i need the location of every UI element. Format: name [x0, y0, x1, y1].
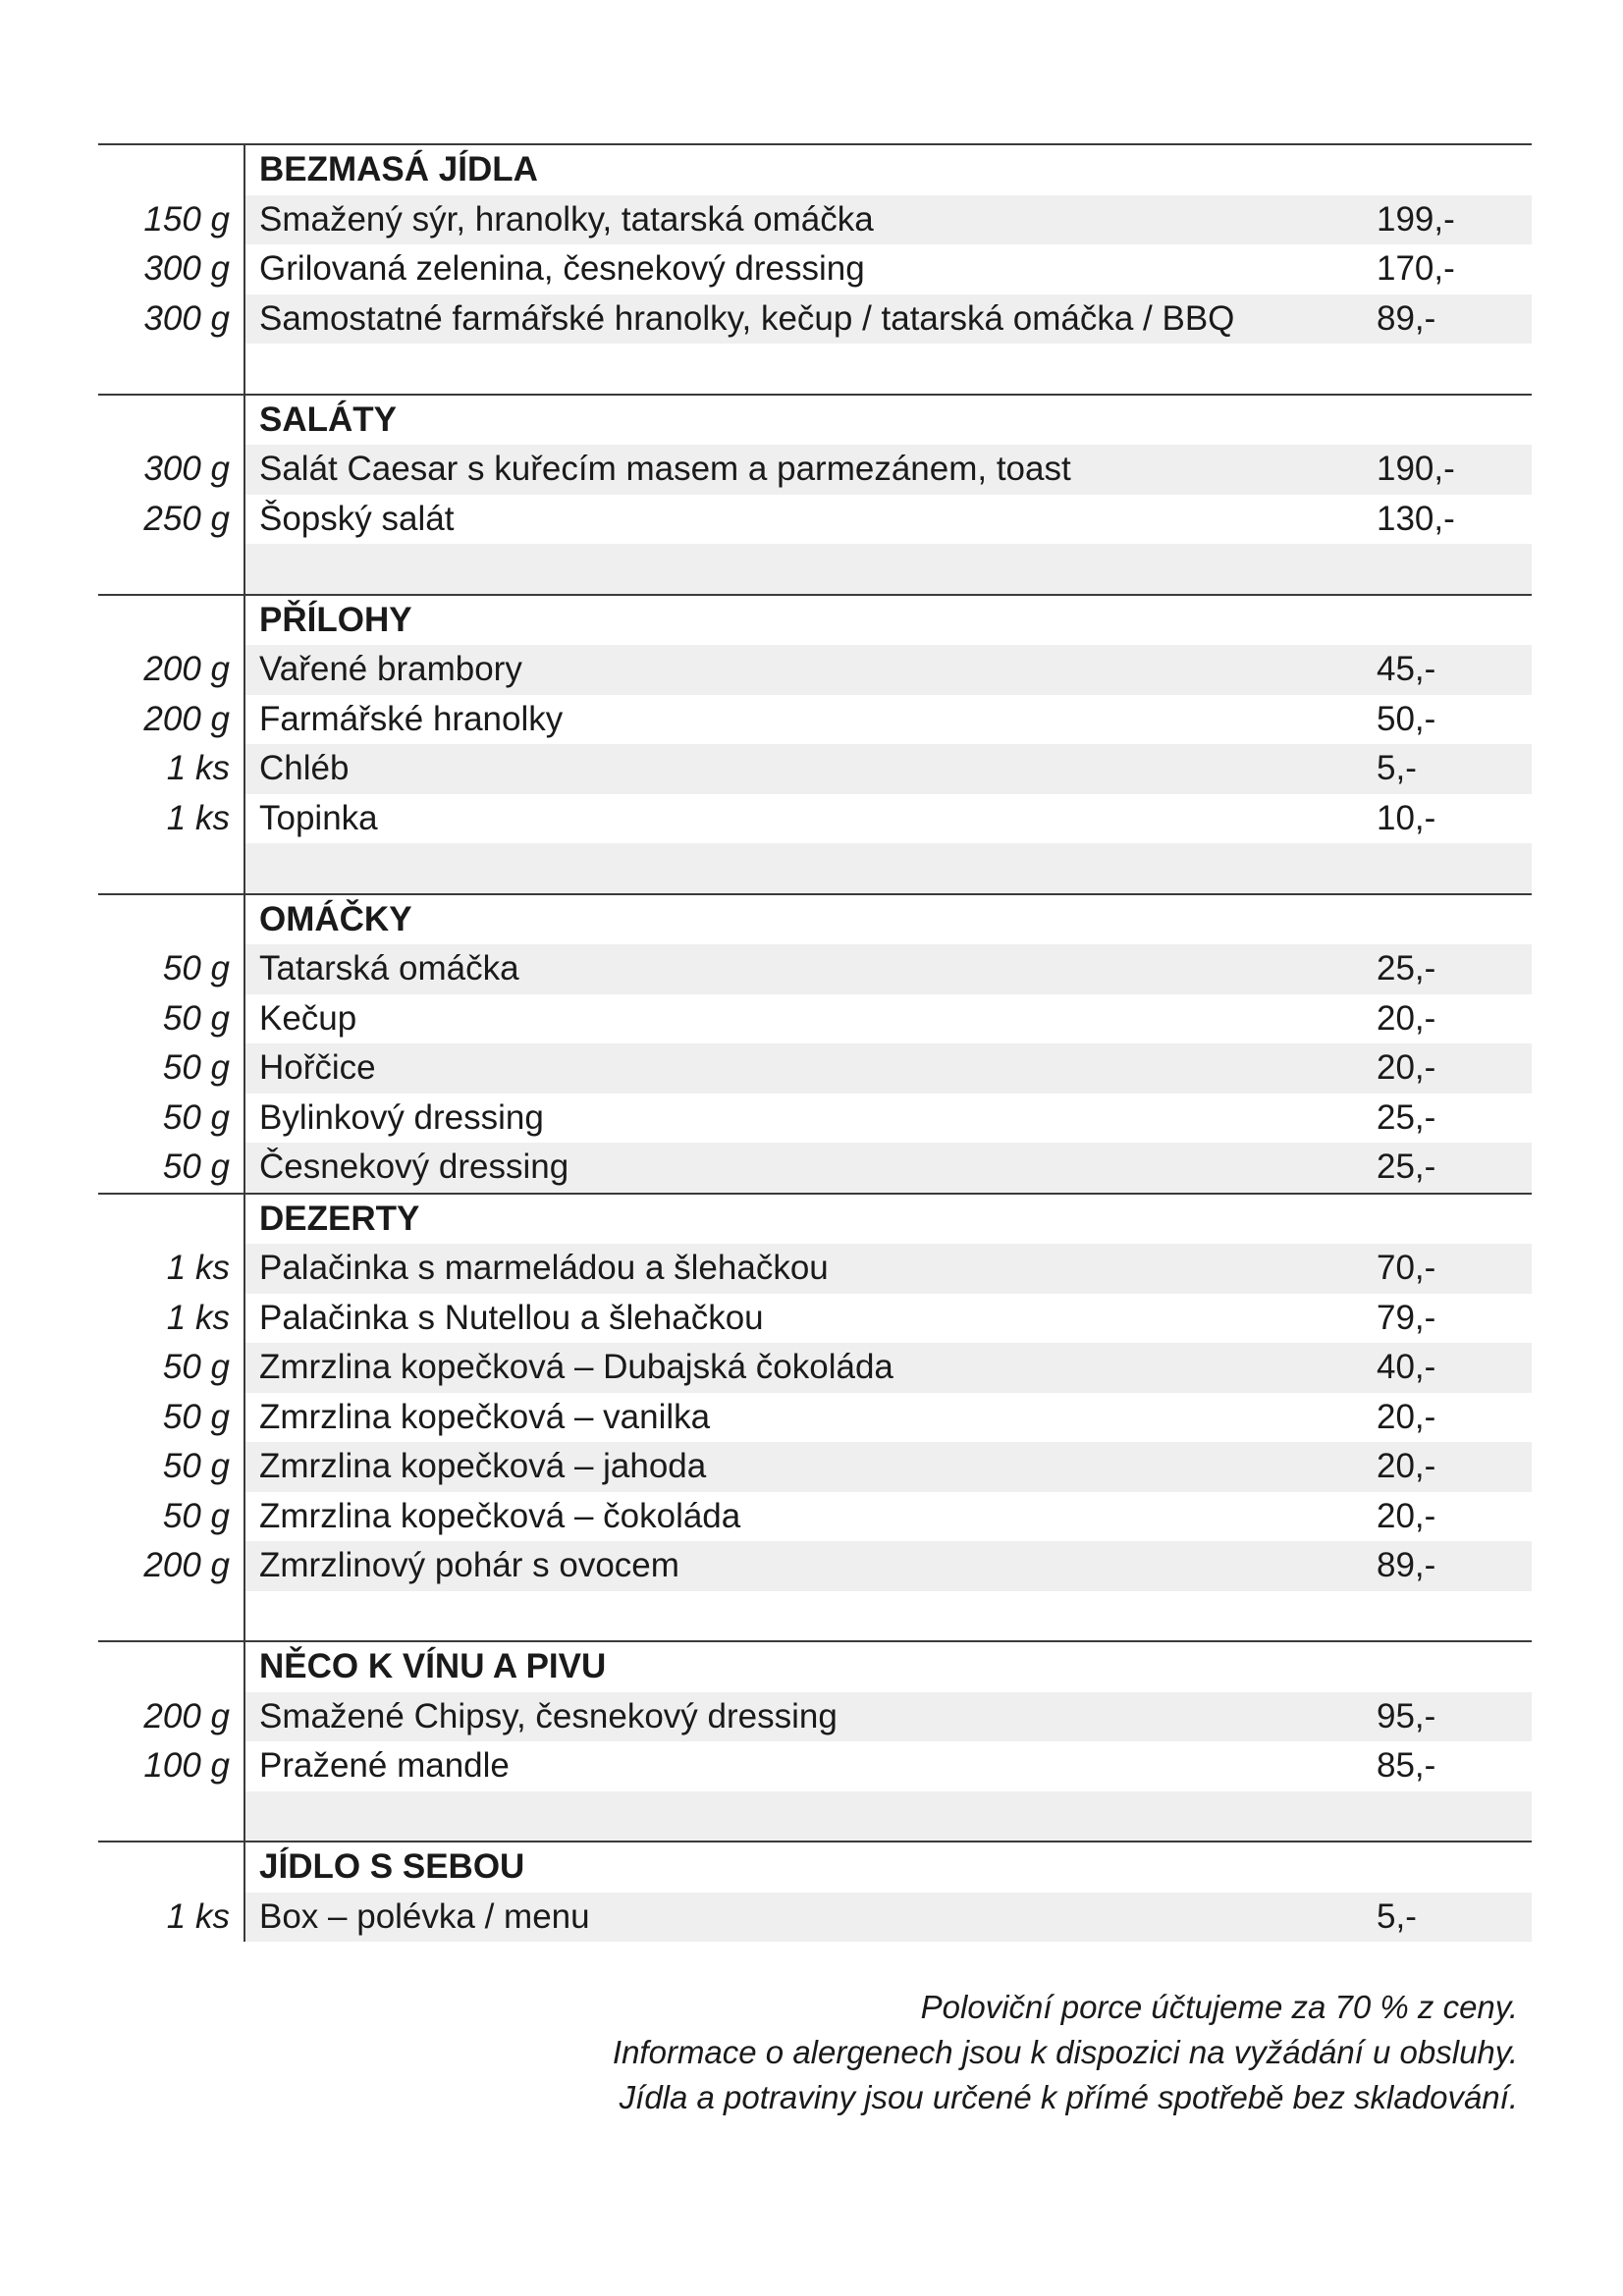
item-price: 25,- [1377, 949, 1436, 988]
item-cell [245, 895, 1532, 945]
item-cell [245, 1094, 1532, 1144]
item-name: Zmrzlina kopečková – jahoda [259, 1447, 707, 1486]
item-price: 95,- [1377, 1696, 1436, 1735]
spacer-row [98, 1591, 1532, 1641]
section-title: OMÁČKY [259, 899, 412, 938]
item-weight: 200 g [143, 1696, 230, 1735]
item-weight: 200 g [143, 650, 230, 689]
item-price: 190,- [1377, 450, 1455, 489]
item-cell [245, 1294, 1532, 1344]
menu-item-row [98, 1043, 1532, 1094]
item-weight: 50 g [162, 949, 230, 988]
item-cell [245, 1143, 1532, 1193]
item-name: Zmrzlina kopečková – Dubajská čokoláda [259, 1348, 893, 1387]
item-cell [245, 495, 1532, 545]
section-header-row [98, 1642, 1532, 1692]
item-price: 85,- [1377, 1746, 1436, 1786]
item-name: Topinka [259, 798, 378, 837]
item-weight: 50 g [162, 1148, 230, 1187]
menu-item-row [98, 1692, 1532, 1742]
item-price: 199,- [1377, 199, 1455, 239]
item-cell [245, 994, 1532, 1044]
item-cell [245, 695, 1532, 745]
item-weight: 300 g [143, 450, 230, 489]
menu-item-row [98, 1343, 1532, 1393]
item-name: Box – polévka / menu [259, 1896, 590, 1936]
menu-table [98, 143, 1532, 1942]
item-weight: 50 g [162, 1097, 230, 1137]
menu-item-row [98, 1741, 1532, 1791]
item-price: 20,- [1377, 1496, 1436, 1535]
item-cell [245, 396, 1532, 446]
menu-section [98, 594, 1532, 893]
item-price: 45,- [1377, 650, 1436, 689]
menu-item-row [98, 645, 1532, 695]
item-cell [245, 445, 1532, 495]
item-weight: 300 g [143, 298, 230, 338]
menu-item-row [98, 994, 1532, 1044]
section-title: NĚCO K VÍNU A PIVU [259, 1647, 607, 1686]
item-cell [245, 1244, 1532, 1294]
item-name: Salát Caesar s kuřecím masem a parmezánem, toast [259, 450, 1071, 489]
note-half-portion: Poloviční porce účtujeme za 70 % z ceny. [920, 1989, 1518, 2025]
spacer-row [98, 344, 1532, 394]
item-name: Pražené mandle [259, 1746, 510, 1786]
section-title: BEZMASÁ JÍDLA [259, 150, 538, 189]
item-cell [245, 1591, 1532, 1641]
item-name: Smažené Chipsy, česnekový dressing [259, 1696, 838, 1735]
spacer-row [98, 843, 1532, 893]
section-title: DEZERTY [259, 1199, 420, 1238]
spacer-row [98, 544, 1532, 594]
menu-item-row [98, 1244, 1532, 1294]
menu-section [98, 1841, 1532, 1942]
item-price: 20,- [1377, 1048, 1436, 1088]
section-header-row [98, 1842, 1532, 1893]
menu-section [98, 1193, 1532, 1641]
menu-item-row [98, 1492, 1532, 1542]
menu-notes [613, 1985, 1518, 2120]
menu-section [98, 143, 1532, 394]
item-cell [245, 1043, 1532, 1094]
item-price: 20,- [1377, 1447, 1436, 1486]
item-name: Farmářské hranolky [259, 699, 564, 738]
item-cell [245, 1541, 1532, 1591]
section-header-row [98, 1195, 1532, 1245]
section-header-row [98, 895, 1532, 945]
menu-item-row [98, 1294, 1532, 1344]
menu-item-row [98, 1393, 1532, 1443]
item-weight: 1 ks [166, 798, 230, 837]
item-cell [245, 794, 1532, 844]
item-cell [245, 145, 1532, 195]
menu-item-row [98, 195, 1532, 245]
item-name: Bylinkový dressing [259, 1097, 544, 1137]
item-price: 40,- [1377, 1348, 1436, 1387]
item-name: Chléb [259, 749, 350, 788]
menu-section [98, 1640, 1532, 1841]
item-name: Tatarská omáčka [259, 949, 519, 988]
item-price: 20,- [1377, 998, 1436, 1038]
item-cell [245, 1893, 1532, 1943]
item-weight: 250 g [143, 499, 230, 538]
item-name: Kečup [259, 998, 357, 1038]
item-name: Hořčice [259, 1048, 376, 1088]
item-cell [245, 1195, 1532, 1245]
item-cell [245, 544, 1532, 594]
menu-item-row [98, 445, 1532, 495]
section-title: SALÁTY [259, 400, 397, 439]
section-title: JÍDLO S SEBOU [259, 1847, 525, 1887]
item-cell [245, 1343, 1532, 1393]
item-weight: 1 ks [166, 749, 230, 788]
item-cell [245, 744, 1532, 794]
menu-section [98, 394, 1532, 594]
note-allergens: Informace o alergenech jsou k dispozici na vyžádání u obsluhy. [612, 2034, 1518, 2070]
menu-item-row [98, 1143, 1532, 1193]
item-weight: 200 g [143, 1546, 230, 1585]
item-name: Palačinka s marmeládou a šlehačkou [259, 1249, 829, 1288]
menu-item-row [98, 294, 1532, 345]
section-header-row [98, 396, 1532, 446]
item-weight: 50 g [162, 1447, 230, 1486]
item-weight: 50 g [162, 1496, 230, 1535]
item-cell [245, 944, 1532, 994]
item-weight: 200 g [143, 699, 230, 738]
item-price: 130,- [1377, 499, 1455, 538]
section-header-row [98, 145, 1532, 195]
menu-item-row [98, 244, 1532, 294]
item-cell [245, 596, 1532, 646]
item-price: 20,- [1377, 1397, 1436, 1436]
section-title: PŘÍLOHY [259, 600, 412, 639]
item-weight: 1 ks [166, 1298, 230, 1337]
item-price: 70,- [1377, 1249, 1436, 1288]
item-cell [245, 843, 1532, 893]
item-name: Česnekový dressing [259, 1148, 569, 1187]
menu-item-row [98, 1541, 1532, 1591]
item-cell [245, 344, 1532, 394]
item-weight: 50 g [162, 1397, 230, 1436]
menu-item-row [98, 1442, 1532, 1492]
item-weight: 50 g [162, 998, 230, 1038]
item-weight: 50 g [162, 1348, 230, 1387]
menu-item-row [98, 944, 1532, 994]
item-cell [245, 1842, 1532, 1893]
item-weight: 300 g [143, 249, 230, 289]
item-cell [245, 1741, 1532, 1791]
spacer-row [98, 1791, 1532, 1842]
item-cell [245, 1442, 1532, 1492]
menu-section [98, 893, 1532, 1193]
item-name: Šopský salát [259, 499, 455, 538]
item-name: Grilovaná zelenina, česnekový dressing [259, 249, 865, 289]
item-name: Vařené brambory [259, 650, 522, 689]
section-header-row [98, 596, 1532, 646]
item-cell [245, 1393, 1532, 1443]
item-price: 25,- [1377, 1097, 1436, 1137]
menu-item-row [98, 1094, 1532, 1144]
menu-item-row [98, 495, 1532, 545]
menu-item-row [98, 1893, 1532, 1943]
item-cell [245, 244, 1532, 294]
item-weight: 1 ks [166, 1249, 230, 1288]
item-price: 89,- [1377, 298, 1436, 338]
item-price: 170,- [1377, 249, 1455, 289]
item-cell [245, 294, 1532, 345]
menu-item-row [98, 794, 1532, 844]
menu-item-row [98, 695, 1532, 745]
menu-item-row [98, 744, 1532, 794]
item-name: Zmrzlina kopečková – čokoláda [259, 1496, 741, 1535]
item-weight: 50 g [162, 1048, 230, 1088]
item-cell [245, 1642, 1532, 1692]
item-price: 25,- [1377, 1148, 1436, 1187]
item-weight: 150 g [143, 199, 230, 239]
item-price: 89,- [1377, 1546, 1436, 1585]
item-name: Palačinka s Nutellou a šlehačkou [259, 1298, 764, 1337]
item-weight: 1 ks [166, 1896, 230, 1936]
item-cell [245, 1791, 1532, 1842]
item-cell [245, 1692, 1532, 1742]
item-name: Zmrzlina kopečková – vanilka [259, 1397, 711, 1436]
item-name: Smažený sýr, hranolky, tatarská omáčka [259, 199, 874, 239]
note-consumption: Jídla a potraviny jsou určené k přímé spotřebě bez skladování. [619, 2079, 1518, 2115]
item-price: 79,- [1377, 1298, 1436, 1337]
item-name: Zmrzlinový pohár s ovocem [259, 1546, 679, 1585]
item-cell [245, 645, 1532, 695]
item-price: 50,- [1377, 699, 1436, 738]
item-price: 5,- [1377, 749, 1417, 788]
item-price: 10,- [1377, 798, 1436, 837]
item-cell [245, 195, 1532, 245]
item-weight: 100 g [143, 1746, 230, 1786]
item-name: Samostatné farmářské hranolky, kečup / tatarská omáčka / BBQ [259, 298, 1235, 338]
item-price: 5,- [1377, 1896, 1417, 1936]
item-cell [245, 1492, 1532, 1542]
